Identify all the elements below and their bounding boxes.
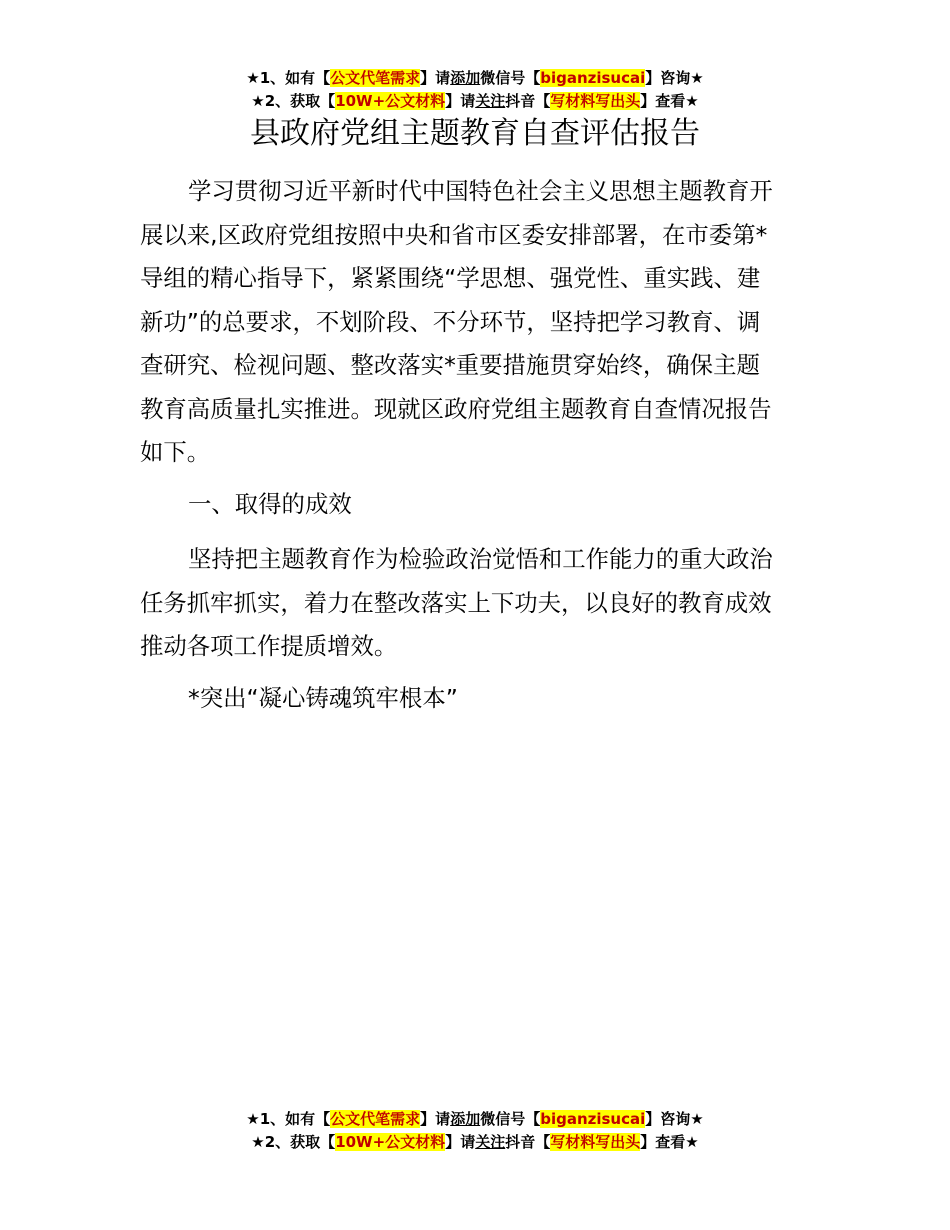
- highlight-douyin-account: 写材料写出头: [550, 92, 641, 110]
- promo-text: 抖音【: [505, 1133, 551, 1151]
- paragraph-line: 如下。: [140, 438, 211, 466]
- promo-text: 】咨询★: [645, 1110, 704, 1128]
- promo-text: 微信号【: [480, 1110, 541, 1128]
- highlight-materials: 10W+公文材料: [335, 92, 446, 110]
- promo-text: 微信号【: [480, 69, 541, 87]
- highlight-wechat-id: biganzisucai: [540, 1110, 646, 1128]
- subheading: [140, 677, 812, 721]
- paragraph-line: 查研究、检视问题、整改落实*重要措施贯穿始终，确保主题: [140, 351, 760, 379]
- highlight-service: 公文代笔需求: [330, 1110, 421, 1128]
- subheading-text: *突出“凝心铸魂筑牢根本”: [188, 684, 458, 712]
- promo-text: ★2、获取【: [251, 92, 336, 110]
- paragraph-line: 学习贯彻习近平新时代中国特色社会主义思想主题教育开: [188, 177, 773, 205]
- promo-text: 抖音【: [505, 92, 551, 110]
- paragraph-line: 展以来,区政府党组按照中央和省市区委安排部署，在市委第*: [140, 220, 768, 249]
- paragraph-line: 新功”的总要求，不划阶段、不分环节，坚持把学习教育、调: [140, 307, 761, 336]
- paragraph-line: 教育高质量扎实推进。现就区政府党组主题教育自查情况报告: [140, 394, 772, 423]
- highlight-wechat-id: biganzisucai: [540, 69, 646, 87]
- highlight-service: 公文代笔需求: [330, 69, 421, 87]
- promo-text: 关注: [475, 1133, 506, 1151]
- paragraph-achievements: [140, 538, 812, 669]
- promo-line-1: [0, 1108, 950, 1131]
- paragraph-intro: [140, 170, 812, 475]
- promo-text: 】请: [445, 92, 476, 110]
- highlight-materials: 10W+公文材料: [335, 1133, 446, 1151]
- promo-text: 】查看★: [640, 92, 699, 110]
- promo-text: 添加: [450, 1110, 481, 1128]
- promo-line-2: [0, 1131, 950, 1154]
- promo-line-2: [0, 90, 950, 113]
- promo-text: 关注: [475, 92, 506, 110]
- promo-line-1: [0, 67, 950, 90]
- promo-text: ★2、获取【: [251, 1133, 336, 1151]
- promo-text: 】请: [445, 1133, 476, 1151]
- paragraph-line: 导组的精心指导下，紧紧围绕“学思想、强党性、重实践、建: [140, 264, 761, 292]
- paragraph-line: 任务抓牢抓实，着力在整改落实上下功夫，以良好的教育成效: [140, 588, 772, 617]
- promo-text: ★1、如有【: [246, 1110, 331, 1128]
- paragraph-line: 坚持把主题教育作为检验政治觉悟和工作能力的重大政治: [188, 545, 773, 573]
- promo-text: 】请: [420, 69, 451, 87]
- section-heading: [140, 483, 812, 527]
- section-heading-text: 一、取得的成效: [188, 490, 352, 518]
- promo-text: 】请: [420, 1110, 451, 1128]
- promo-text: 】咨询★: [645, 69, 704, 87]
- promo-banner-bottom: [0, 1108, 950, 1154]
- promo-banner-top: [0, 67, 950, 113]
- promo-text: 】查看★: [640, 1133, 699, 1151]
- promo-text: 添加: [450, 69, 481, 87]
- paragraph-line: 推动各项工作提质增效。: [140, 632, 398, 660]
- highlight-douyin-account: 写材料写出头: [550, 1133, 641, 1151]
- promo-text: ★1、如有【: [246, 69, 331, 87]
- document-title: 县政府党组主题教育自查评估报告: [250, 116, 700, 151]
